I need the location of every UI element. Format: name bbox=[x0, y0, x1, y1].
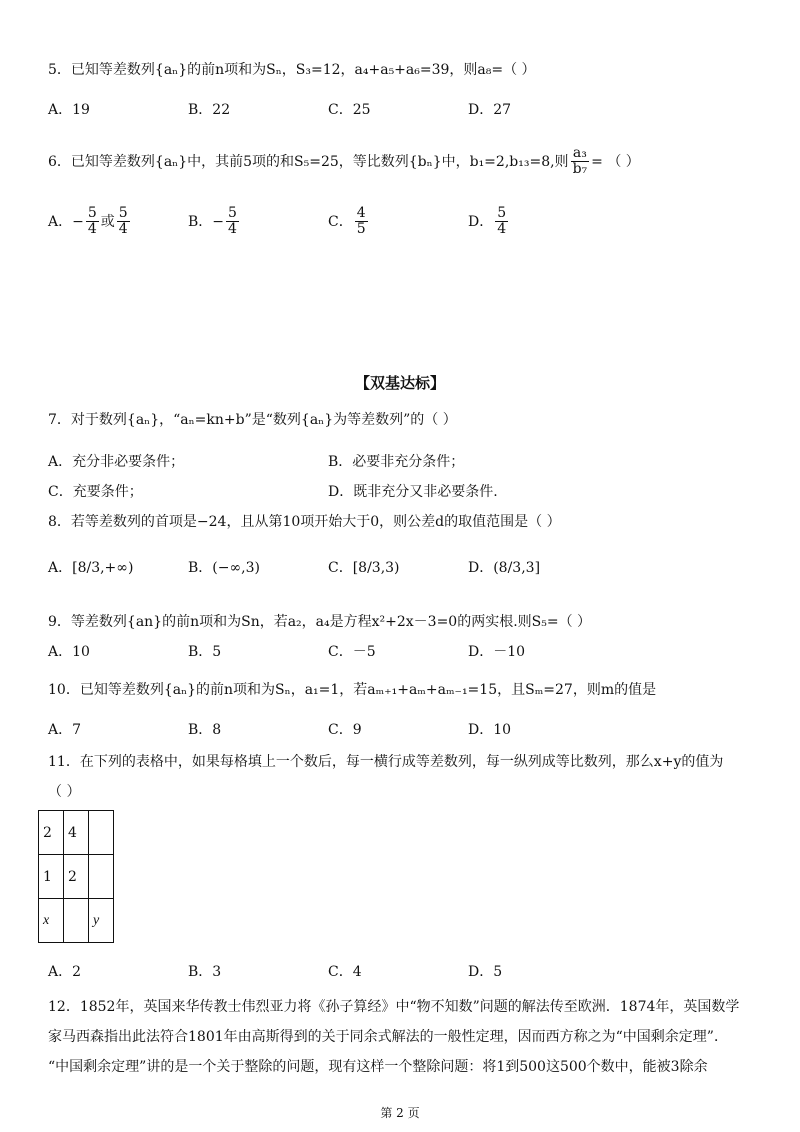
q9-option-b: B．5 bbox=[188, 644, 222, 660]
q11-table bbox=[38, 810, 114, 943]
q6-option-c-num: 4 bbox=[356, 205, 366, 221]
q5-option-a: A．19 bbox=[48, 102, 90, 118]
q6-option-d bbox=[468, 206, 510, 238]
q9-option-a: A．10 bbox=[48, 644, 90, 660]
q10-stem: 10．已知等差数列{aₙ}的前n项和为Sₙ，a₁=1，若aₘ₊₁+aₘ+aₘ₋₁=15，且Sₘ=27，则m的值是 bbox=[48, 682, 657, 698]
q7-option-a: A．充分非必要条件； bbox=[48, 454, 185, 470]
q11-stem: 11．在下列的表格中，如果每格填上一个数后，每一横行成等差数列，每一纵列成等比数列，那么x+y的值为 bbox=[48, 754, 724, 770]
q6-option-d-frac bbox=[495, 206, 508, 238]
q12-paragraph bbox=[48, 992, 760, 1082]
q6-option-b-frac bbox=[226, 206, 239, 238]
q6-option-a bbox=[48, 206, 132, 238]
table-cell bbox=[64, 899, 89, 943]
q6-option-c-label: C． bbox=[328, 213, 353, 230]
q5-option-d: D．27 bbox=[468, 102, 512, 118]
table-cell bbox=[89, 855, 114, 899]
q6-option-a-den2: 4 bbox=[118, 221, 128, 238]
table-row bbox=[39, 899, 114, 943]
q8-option-b: B．(−∞,3) bbox=[188, 560, 260, 576]
q6-option-d-label: D． bbox=[468, 213, 494, 230]
q6-option-a-den: 4 bbox=[87, 221, 97, 238]
q6-option-d-num: 5 bbox=[497, 205, 507, 221]
q6-option-a-num2: 5 bbox=[118, 205, 128, 221]
q8-option-d: D．(8/3,3] bbox=[468, 560, 541, 576]
q6-option-b-den: 4 bbox=[228, 221, 237, 238]
q6-option-a-frac1 bbox=[86, 206, 99, 238]
section-title: 【双基达标】 bbox=[354, 374, 445, 392]
q10-option-d: D．10 bbox=[468, 722, 512, 738]
q11-option-a: A．2 bbox=[48, 964, 82, 980]
table-cell: x bbox=[39, 899, 64, 943]
q5-option-b: B．22 bbox=[188, 102, 231, 118]
q9-option-d: D．－10 bbox=[468, 644, 526, 660]
q6-option-a-label: A． bbox=[48, 213, 73, 230]
q6-option-a-num: 5 bbox=[87, 205, 97, 221]
q11-stem-cont: （ ） bbox=[48, 784, 81, 800]
q5-stem: 5．已知等差数列{aₙ}的前n项和为Sₙ，S₃=12，a₄+a₅+a₆=39，则a₈=（ ） bbox=[48, 62, 536, 78]
table-cell: 2 bbox=[39, 811, 64, 855]
q6-stem-fraction bbox=[571, 146, 590, 178]
table-row bbox=[39, 855, 114, 899]
q12-line-1: 12．1852年，英国来华传教士伟烈亚力将《孙子算经》中“物不知数”问题的解法传至欧洲．1874年，英国数学 bbox=[48, 999, 740, 1015]
q6-frac-num: a₃ bbox=[572, 145, 587, 161]
table-cell bbox=[89, 811, 114, 855]
q6-option-c-frac bbox=[355, 206, 368, 238]
table-cell: 1 bbox=[39, 855, 64, 899]
q8-stem: 8．若等差数列的首项是−24，且从第10项开始大于0，则公差d的取值范围是（ ） bbox=[48, 514, 561, 530]
q11-option-d: D．5 bbox=[468, 964, 503, 980]
q11-option-b: B．3 bbox=[188, 964, 222, 980]
q9-stem: 9．等差数列{an}的前n项和为Sn，若a₂，a₄是方程x²+2x－3=0的两实根.则S₅=（ ） bbox=[48, 614, 592, 630]
q10-option-c: C．9 bbox=[328, 722, 362, 738]
table-cell: 4 bbox=[64, 811, 89, 855]
q6-option-b-sign: − bbox=[212, 213, 225, 230]
q6-stem-end: = （ ） bbox=[591, 153, 640, 170]
page-footer: 第 2 页 bbox=[380, 1106, 420, 1120]
q6-option-b-num: 5 bbox=[228, 205, 237, 221]
q6-frac-den: b₇ bbox=[572, 161, 588, 178]
q6-option-a-sign: − bbox=[72, 213, 84, 230]
q7-option-d: D．既非充分又非必要条件. bbox=[328, 484, 498, 500]
q6-stem bbox=[48, 146, 760, 178]
table-row bbox=[39, 811, 114, 855]
q6-option-a-frac2 bbox=[117, 206, 130, 238]
q11-option-c: C．4 bbox=[328, 964, 362, 980]
q6-option-b bbox=[188, 206, 241, 238]
q6-option-b-label: B． bbox=[188, 213, 213, 230]
q7-stem: 7．对于数列{aₙ}，“aₙ=kn+b”是“数列{aₙ}为等差数列”的（ ） bbox=[48, 412, 457, 428]
q10-option-b: B．8 bbox=[188, 722, 222, 738]
q6-option-a-or: 或 bbox=[100, 213, 115, 230]
q12-line-2: 家马西森指出此法符合1801年由高斯得到的关于同余式解法的一般性定理，因而西方称之为“中国剩余定理”． bbox=[48, 1029, 728, 1045]
q6-option-d-den: 4 bbox=[497, 221, 507, 238]
q5-option-c: C．25 bbox=[328, 102, 371, 118]
table-cell: 2 bbox=[64, 855, 89, 899]
q7-option-c: C．充要条件； bbox=[48, 484, 143, 500]
q7-option-b: B．必要非充分条件； bbox=[328, 454, 465, 470]
q10-option-a: A．7 bbox=[48, 722, 82, 738]
q9-option-c: C．－5 bbox=[328, 644, 376, 660]
q8-option-c: C．[8/3,3) bbox=[328, 560, 400, 576]
q8-option-a: A．[8/3,+∞) bbox=[48, 560, 134, 576]
q6-stem-text: 6．已知等差数列{aₙ}中，其前5项的和S₅=25，等比数列{bₙ}中，b₁=2,b₁₃=8,则 bbox=[48, 153, 569, 170]
q6-option-c-den: 5 bbox=[356, 221, 366, 238]
q12-line-3: “中国剩余定理”讲的是一个关于整除的问题，现有这样一个整除问题：将1到500这500个数中，能被3除余 bbox=[48, 1059, 708, 1075]
q6-option-c bbox=[328, 206, 370, 238]
table-cell: y bbox=[89, 899, 114, 943]
